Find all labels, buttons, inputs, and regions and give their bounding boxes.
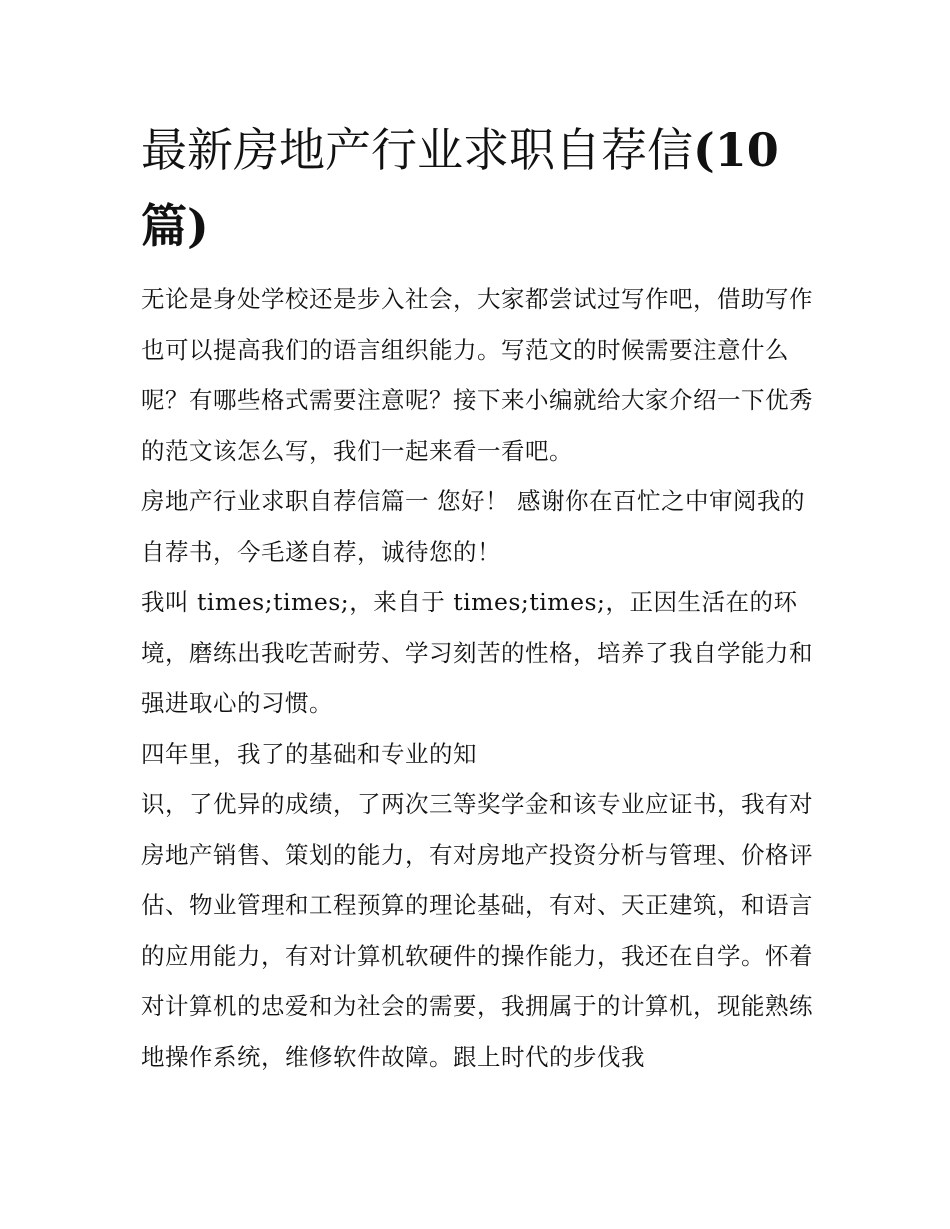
paragraph-greeting: 房地产行业求职自荐信篇一 您好！ 感谢你在百忙之中审阅我的自荐书，今毛遂自荐，诚待您的！ bbox=[141, 487, 805, 566]
paragraph-skills: 识，了优异的成绩，了两次三等奖学金和该专业应证书，我有对房地产销售、策划的能力，有对房地产投资分析与管理、价格评估、物业管理和工程预算的理论基础，有对、天正建筑，和语言的应用能力，有对计算机软硬件的操作能力，我还在自学。怀着对计算机的忠爱和为社会的需要，我拥属于的计算机，现能熟练地操作系统，维修软件故障。跟上时代的步伐我 bbox=[141, 790, 813, 1071]
title-block bbox=[141, 112, 813, 264]
document-title bbox=[141, 112, 813, 264]
title-line2: 篇) bbox=[141, 199, 209, 253]
document-content bbox=[141, 112, 813, 1082]
title-suffix: (10 bbox=[693, 123, 779, 177]
paragraph-self-intro: 我叫 times;times;，来自于 times;times;，正因生活在的环境，磨练出我吃苦耐劳、学习刻苦的性格，培养了我自学能力和强进取心的习惯。 bbox=[141, 588, 813, 717]
title-main: 最新房地产行业求职自荐信 bbox=[141, 123, 693, 177]
paragraph-intro: 无论是身处学校还是步入社会，大家都尝试过写作吧，借助写作也可以提高我们的语言组织能力。写范文的时候需要注意什么呢？有哪些格式需要注意呢？接下来小编就给大家介绍一下优秀的范文该怎么写，我们一起来看一看吧。 bbox=[141, 285, 813, 465]
paragraph-four-years: 四年里，我了的基础和专业的知 bbox=[141, 739, 477, 768]
